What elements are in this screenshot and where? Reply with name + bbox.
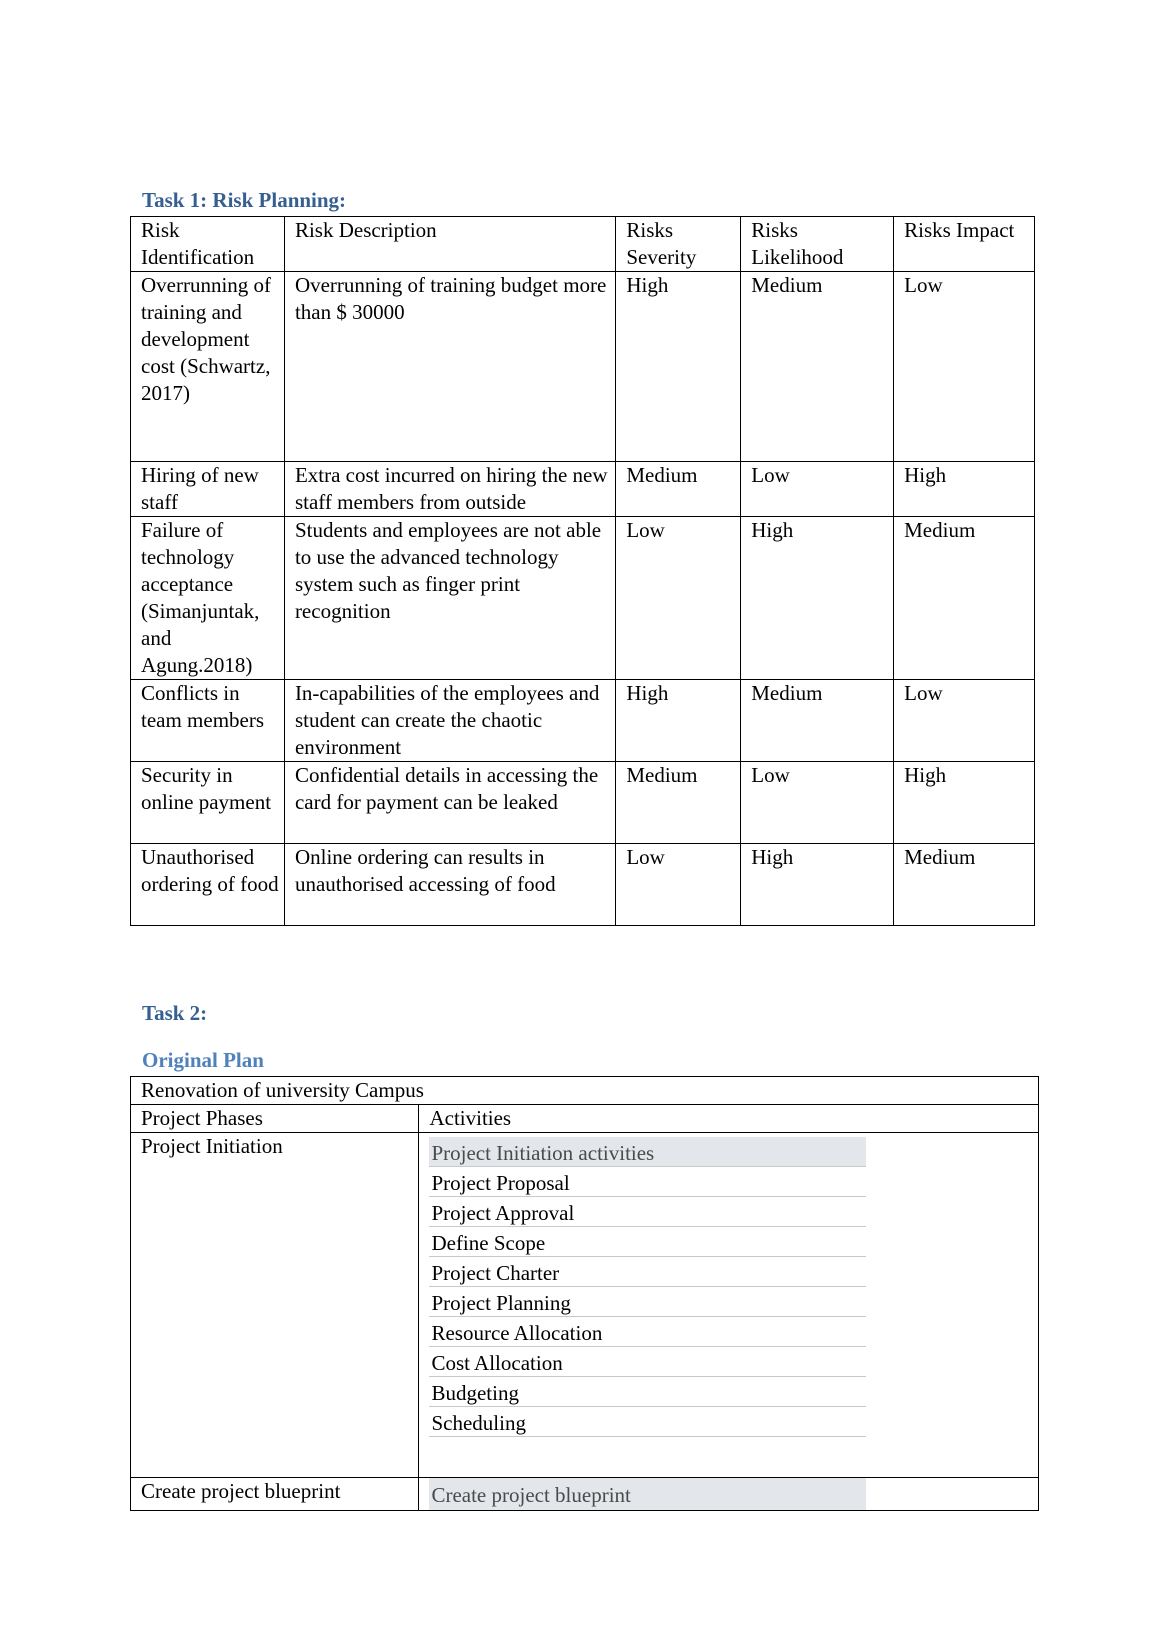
plan-header-row bbox=[131, 1105, 1039, 1133]
header-activities: Activities bbox=[419, 1105, 1039, 1133]
table-row bbox=[131, 1133, 1039, 1478]
table-row bbox=[131, 272, 1035, 462]
plan-title: Renovation of university Campus bbox=[131, 1077, 1039, 1105]
header-risks-severity: Risks Severity bbox=[616, 217, 741, 272]
risk-description-cell: Online ordering can results in unauthorised accessing of food bbox=[284, 844, 615, 926]
empty-list-item bbox=[429, 1437, 866, 1469]
risk-likelihood-cell: High bbox=[741, 517, 894, 680]
risk-identification-cell: Hiring of new staff bbox=[131, 462, 285, 517]
risk-identification-cell: Conflicts in team members bbox=[131, 680, 285, 762]
risk-description-cell: In-capabilities of the employees and student can create the chaotic environment bbox=[284, 680, 615, 762]
header-risks-impact: Risks Impact bbox=[894, 217, 1035, 272]
risk-identification-cell: Overrunning of training and development cost (Schwartz, 2017) bbox=[131, 272, 285, 462]
table-row bbox=[131, 462, 1035, 517]
list-item: Project Approval bbox=[429, 1197, 866, 1227]
risk-likelihood-cell: High bbox=[741, 844, 894, 926]
list-item: Budgeting bbox=[429, 1377, 866, 1407]
phase-name-cell: Project Initiation bbox=[131, 1133, 419, 1478]
header-risk-description: Risk Description bbox=[284, 217, 615, 272]
risk-impact-cell: Low bbox=[894, 680, 1035, 762]
risk-impact-cell: Medium bbox=[894, 844, 1035, 926]
table-row bbox=[131, 762, 1035, 844]
table-row bbox=[131, 1478, 1039, 1511]
risk-description-cell: Extra cost incurred on hiring the new staff members from outside bbox=[284, 462, 615, 517]
activity-list bbox=[429, 1478, 866, 1510]
risk-table bbox=[130, 216, 1035, 926]
list-item: Project Charter bbox=[429, 1257, 866, 1287]
header-risk-identification: Risk Identification bbox=[131, 217, 285, 272]
list-item: Project Proposal bbox=[429, 1167, 866, 1197]
table-row bbox=[131, 844, 1035, 926]
risk-severity-cell: High bbox=[616, 272, 741, 462]
risk-impact-cell: High bbox=[894, 762, 1035, 844]
list-item: Project Planning bbox=[429, 1287, 866, 1317]
risk-identification-cell: Failure of technology acceptance (Simanjuntak, and Agung.2018) bbox=[131, 517, 285, 680]
risk-likelihood-cell: Medium bbox=[741, 680, 894, 762]
plan-title-row bbox=[131, 1077, 1039, 1105]
risk-table-header-row bbox=[131, 217, 1035, 272]
list-item: Resource Allocation bbox=[429, 1317, 866, 1347]
risk-description-cell: Confidential details in accessing the card for payment can be leaked bbox=[284, 762, 615, 844]
risk-description-cell: Overrunning of training budget more than $ 30000 bbox=[284, 272, 615, 462]
list-item: Scheduling bbox=[429, 1407, 866, 1437]
risk-impact-cell: Medium bbox=[894, 517, 1035, 680]
risk-severity-cell: Medium bbox=[616, 762, 741, 844]
risk-severity-cell: Low bbox=[616, 517, 741, 680]
header-project-phases: Project Phases bbox=[131, 1105, 419, 1133]
task1-heading: Task 1: Risk Planning: bbox=[142, 188, 347, 212]
table-row bbox=[131, 680, 1035, 762]
list-item: Project Initiation activities bbox=[429, 1137, 866, 1167]
risk-severity-cell: High bbox=[616, 680, 741, 762]
risk-description-cell: Students and employees are not able to use the advanced technology system such as finger print recognition bbox=[284, 517, 615, 680]
risk-severity-cell: Low bbox=[616, 844, 741, 926]
risk-likelihood-cell: Low bbox=[741, 762, 894, 844]
risk-identification-cell: Unauthorised ordering of food bbox=[131, 844, 285, 926]
phase-name-cell: Create project blueprint bbox=[131, 1478, 419, 1511]
list-item: Create project blueprint bbox=[429, 1478, 866, 1510]
risk-likelihood-cell: Low bbox=[741, 462, 894, 517]
plan-table bbox=[130, 1076, 1039, 1511]
list-item: Define Scope bbox=[429, 1227, 866, 1257]
risk-impact-cell: High bbox=[894, 462, 1035, 517]
risk-impact-cell: Low bbox=[894, 272, 1035, 462]
list-item: Cost Allocation bbox=[429, 1347, 866, 1377]
activities-cell bbox=[419, 1478, 1039, 1511]
task2-heading: Task 2: bbox=[142, 1001, 208, 1025]
table-row bbox=[131, 517, 1035, 680]
header-risks-likelihood: Risks Likelihood bbox=[741, 217, 894, 272]
risk-likelihood-cell: Medium bbox=[741, 272, 894, 462]
activities-cell bbox=[419, 1133, 1039, 1478]
original-plan-heading: Original Plan bbox=[142, 1048, 264, 1072]
risk-severity-cell: Medium bbox=[616, 462, 741, 517]
risk-identification-cell: Security in online payment bbox=[131, 762, 285, 844]
activity-list bbox=[429, 1137, 866, 1469]
